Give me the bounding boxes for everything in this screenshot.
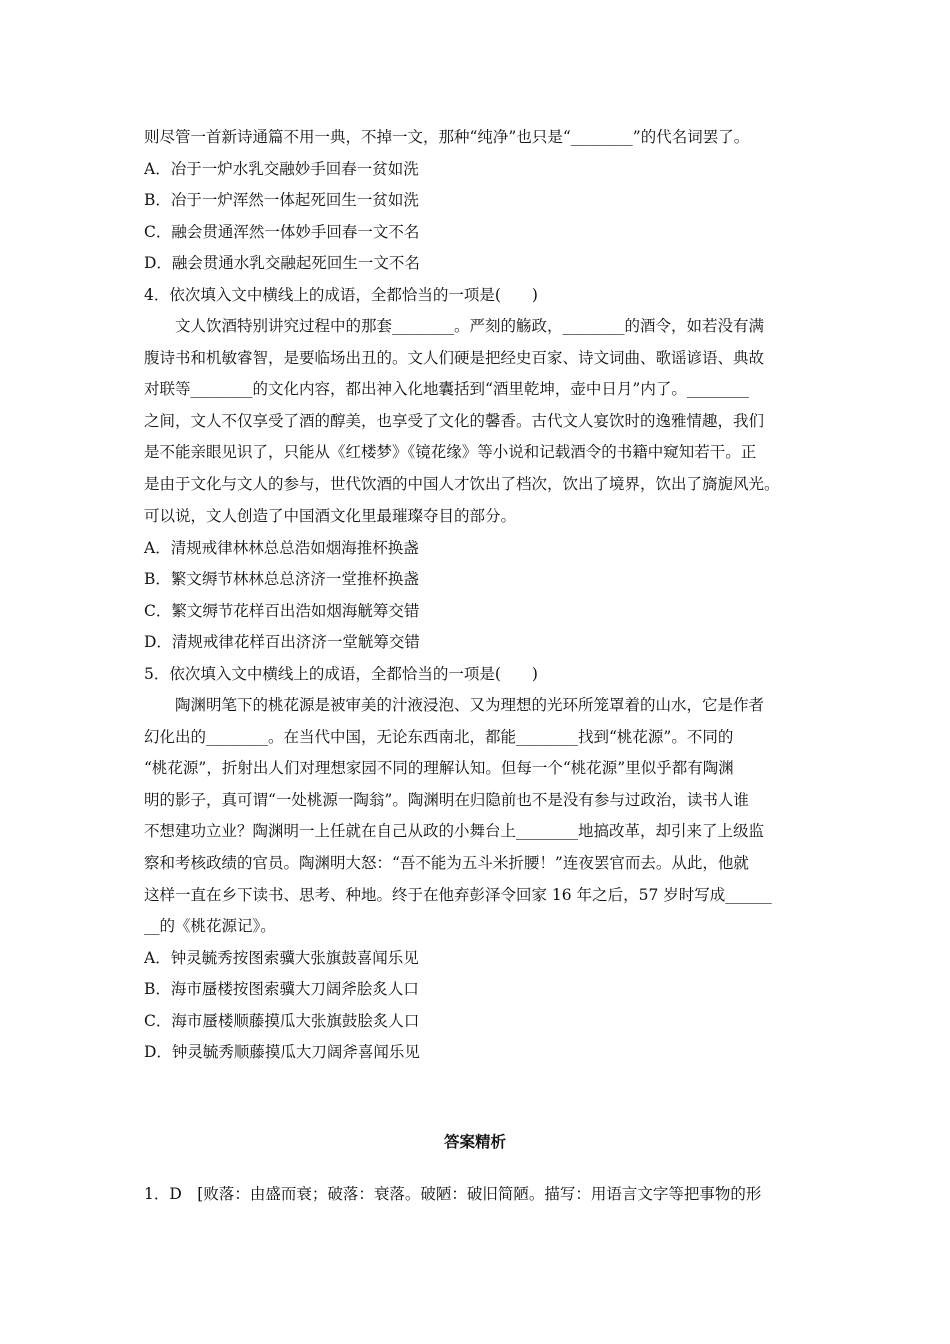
q5-option-b: B．海市蜃楼按图索骥大刀阔斧脍炙人口	[144, 980, 419, 998]
q4-option-a: A．清规戒律林林总总浩如烟海推杯换盏	[144, 539, 419, 557]
q5-passage-line: 察和考核政绩的官员。陶渊明大怒：“吾不能为五斗米折腰！”连夜罢官而去。从此，他就	[144, 854, 749, 872]
q5-option-a: A．钟灵毓秀按图索骥大张旗鼓喜闻乐见	[144, 949, 419, 967]
q4-passage-line: 是由于文化与文人的参与，世代饮酒的中国人才饮出了档次，饮出了境界，饮出了旖旎风光。	[144, 475, 780, 493]
q3-stem-tail: 则尽管一首新诗通篇不用一典，不掉一文，那种“纯净”也只是“________”的代名词罢了。	[144, 128, 750, 146]
q5-passage-line: 明的影子，真可谓“一处桃源一陶翁”。陶渊明在归隐前也不是没有参与过政治，读书人谁	[144, 791, 749, 809]
q5-passage-line: __的《桃花源记》。	[144, 917, 276, 935]
q4-option-c: C．繁文缛节花样百出浩如烟海觥筹交错	[144, 602, 420, 620]
q5-option-d: D．钟灵毓秀顺藤摸瓜大刀阔斧喜闻乐见	[144, 1043, 420, 1061]
q3-option-d: D．融会贯通水乳交融起死回生一文不名	[144, 254, 420, 272]
q5-passage-line: 陶渊明笔下的桃花源是被审美的汁液浸泡、又为理想的光环所笼罩着的山水，它是作者	[175, 696, 765, 714]
answers-title: 答案精析	[443, 1133, 506, 1151]
q5-passage-line: 不想建功立业？陶渊明一上任就在自己从政的小舞台上________地搞改革，却引来了上级监	[144, 822, 765, 840]
q5-stem: 5．依次填入文中横线上的成语，全都恰当的一项是( )	[144, 665, 538, 683]
answer-1: 1．D [败落：由盛而衰；破落：衰落。破陋：破旧简陋。描写：用语言文字等把事物的形	[144, 1185, 762, 1203]
q4-passage-line: 文人饮酒特别讲究过程中的那套________。严刻的觞政，________的酒令，如若没有满	[175, 317, 765, 335]
q5-passage-line: 这样一直在乡下读书、思考、种地。终于在他弃彭泽令回家 16 年之后，57 岁时写成______	[144, 886, 772, 904]
q4-option-d: D．清规戒律花样百出济济一堂觥筹交错	[144, 633, 420, 651]
q3-option-a: A．冶于一炉水乳交融妙手回春一贫如洗	[144, 160, 419, 178]
q5-passage-line: “桃花源”，折射出人们对理想家园不同的理解认知。但每一个“桃花源”里似乎都有陶渊	[144, 759, 734, 777]
q4-passage-line: 之间，文人不仅享受了酒的醇美，也享受了文化的馨香。古代文人宴饮时的逸雅情趣，我们	[144, 412, 765, 430]
q4-passage-line: 是不能亲眼见识了，只能从《红楼梦》《镜花缘》等小说和记载酒令的书籍中窥知若干。正	[144, 443, 757, 461]
q5-passage-line: 幻化出的________。在当代中国，无论东西南北，都能________找到“桃花源”。不同的	[144, 728, 734, 746]
q4-option-b: B．繁文缛节林林总总济济一堂推杯换盏	[144, 570, 419, 588]
q3-option-b: B．冶于一炉浑然一体起死回生一贫如洗	[144, 191, 419, 209]
q4-passage-line: 可以说，文人创造了中国酒文化里最璀璨夺目的部分。	[144, 507, 517, 525]
q3-option-c: C．融会贯通浑然一体妙手回春一文不名	[144, 223, 420, 241]
q4-stem: 4．依次填入文中横线上的成语，全都恰当的一项是( )	[144, 286, 538, 304]
q5-option-c: C．海市蜃楼顺藤摸瓜大张旗鼓脍炙人口	[144, 1012, 420, 1030]
q4-passage-line: 腹诗书和机敏睿智，是要临场出丑的。文人们硬是把经史百家、诗文词曲、歌谣谚语、典故	[144, 349, 765, 367]
q4-passage-line: 对联等________的文化内容，都出神入化地囊括到“酒里乾坤，壶中日月”内了。________	[144, 380, 749, 398]
